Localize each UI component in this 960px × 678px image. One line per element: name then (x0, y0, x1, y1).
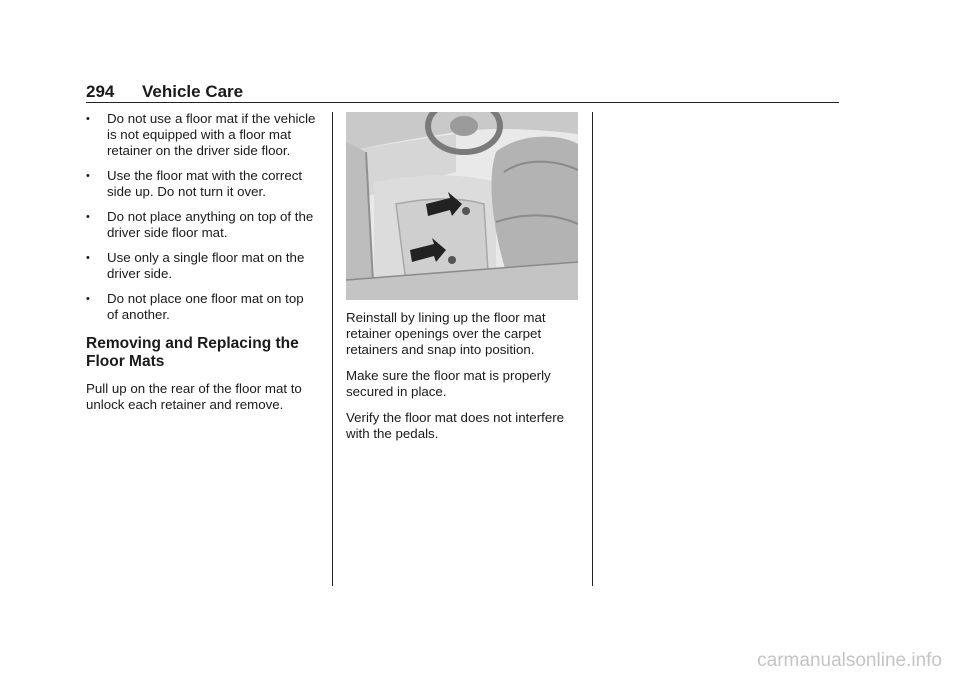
section-heading: Removing and Replacing the Floor Mats (86, 335, 299, 370)
header-rule (86, 102, 839, 103)
column-divider-right (592, 112, 593, 586)
page-header (86, 82, 243, 102)
left-column (86, 111, 318, 423)
column-divider-left (332, 112, 333, 586)
floor-mat-illustration (346, 112, 578, 300)
body-paragraph: Reinstall by lining up the floor mat retainer openings over the carpet retainers and snap into position. (346, 310, 546, 357)
list-item: • Do not place anything on top of the driver side floor mat. (86, 209, 318, 241)
list-item: • Use the floor mat with the correct side up. Do not turn it over. (86, 168, 318, 200)
watermark: carmanualsonline.info (757, 650, 942, 671)
body-paragraph: Pull up on the rear of the floor mat to unlock each retainer and remove. (86, 381, 302, 412)
floor-mat-illustration-graphic (346, 112, 578, 300)
body-paragraph: Verify the floor mat does not interfere with the pedals. (346, 410, 565, 441)
warning-list (86, 111, 318, 323)
list-item: • Do not place one floor mat on top of another. (86, 291, 318, 323)
list-item: • Do not use a floor mat if the vehicle is not equipped with a floor mat retainer on the driver side floor. (86, 111, 318, 159)
body-paragraph: Make sure the floor mat is properly secured in place. (346, 368, 551, 399)
page-number: 294 (86, 82, 115, 101)
list-item: • Use only a single floor mat on the driver side. (86, 250, 318, 282)
right-column (346, 310, 586, 452)
section-title: Vehicle Care (142, 82, 244, 101)
